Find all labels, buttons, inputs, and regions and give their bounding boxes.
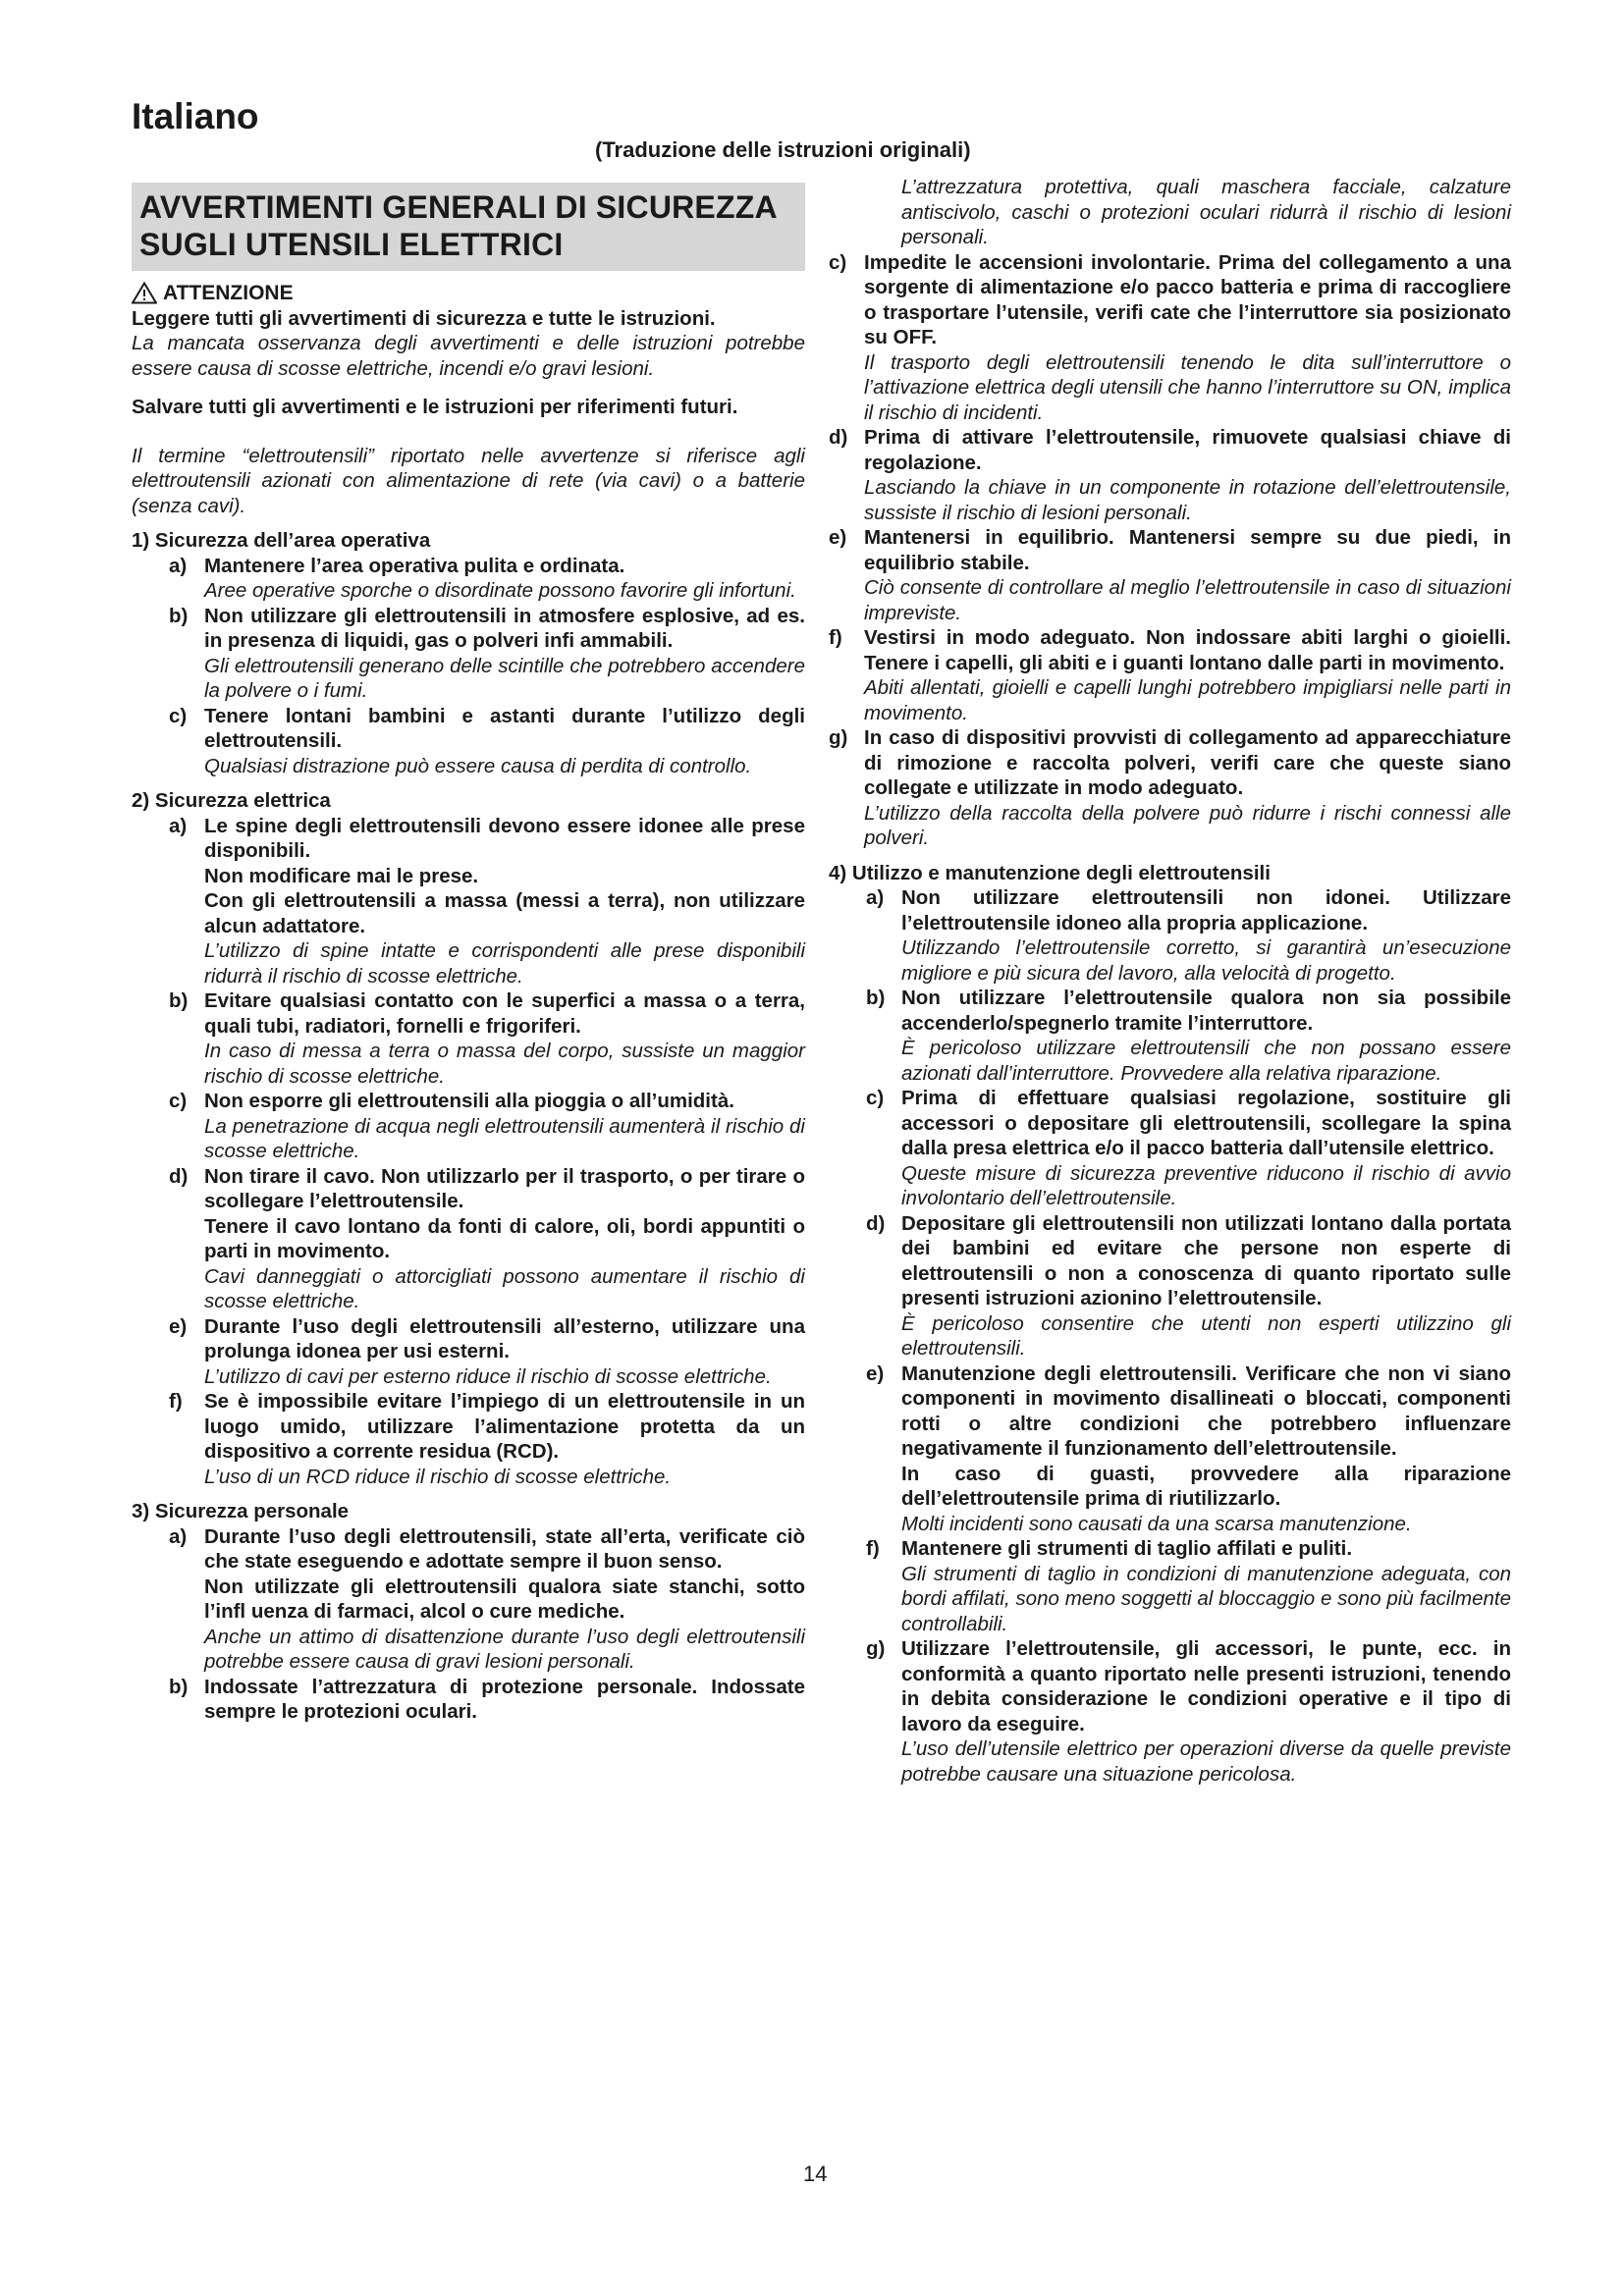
section-banner xyxy=(132,183,805,271)
warning-header xyxy=(132,281,805,306)
section-3-title: 3) Sicurezza personale xyxy=(132,1500,350,1522)
list-item: f) Vestirsi in modo adeguato. Non indossare abiti larghi o gioielli. Tenere i capelli, gli abiti e i guanti lontano dalle parti in movimento. Abiti allentati, gioielli e capelli lunghi potrebbero impigliarsi nelle parti in movimento. xyxy=(829,626,1511,724)
section-4-title: 4) Utilizzo e manutenzione degli elettroutensili xyxy=(829,861,1271,884)
list-item: f) Se è impossibile evitare l’impiego di un elettroutensile in un luogo umido, utilizzare l’alimentazione protetta da un dispositivo a corrente residua (RCD). L’uso di un RCD riduce il rischio di scosse elettriche. xyxy=(169,1390,805,1488)
right-column xyxy=(829,175,1511,1787)
save-note: Salvare tutti gli avvertimenti e le istruzioni per riferimenti futuri. xyxy=(132,396,738,418)
list-item: g) Utilizzare l’elettroutensile, gli accessori, le punte, ecc. in conformità a quanto riportato nelle presenti istruzioni, tenendo in debita considerazione le condizioni operative e il tipo di lavoro da eseguire. L’uso dell’utensile elettrico per operazioni diverse da quelle previste potrebbe causare una situazione pericolosa. xyxy=(866,1637,1511,1786)
list-item: a) Durante l’uso degli elettroutensili, state all’erta, verificate ciò che state eseguendo e adottate sempre il buon senso. Non utilizzate gli elettroutensili qualora siate stanchi, sotto l’infl uenza di farmaci, alcol o cure mediche. Anche un attimo di disattenzione durante l’uso degli elettroutensili potrebbe essere causa di gravi lesioni personali. xyxy=(169,1524,805,1673)
list-item: f) Mantenere gli strumenti di taglio affilati e puliti. Gli strumenti di taglio in condizioni di manutenzione adeguata, con bordi affilati, sono meno soggetti al bloccaggio e sono più facilmente controllabili. xyxy=(866,1537,1511,1635)
translation-subtitle: (Traduzione delle istruzioni originali) xyxy=(595,137,971,162)
list-item: c) Prima di effettuare qualsiasi regolazione, sostituire gli accessori o depositare gli elettroutensili, scollegare la spina dalla presa elettrica e/o il pacco batteria dall’utensile elettrico. Queste misure di sicurezza preventive riducono il rischio di avvio involontario dell’elettroutensile. xyxy=(866,1087,1511,1209)
warning-label: ATTENZIONE xyxy=(163,282,294,304)
list-item: c) Tenere lontani bambini e astanti durante l’utilizzo degli elettroutensili. Qualsiasi distrazione può essere causa di perdita di controllo. xyxy=(169,704,805,777)
list-item: b) Non utilizzare gli elettroutensili in atmosfere esplosive, ad es. in presenza di liquidi, gas o polveri infi ammabili. Gli elettroutensili generano delle scintille che potrebbero accendere la polvere o i fumi. xyxy=(169,604,805,702)
list-item: b) Evitare qualsiasi contatto con le superfici a massa o a terra, quali tubi, radiatori, fornelli e frigoriferi. In caso di messa a terra o massa del corpo, sussiste un maggior rischio di scosse elettriche. xyxy=(169,989,805,1088)
list-item: d) Prima di attivare l’elettroutensile, rimuovete qualsiasi chiave di regolazione. Lasciando la chiave in un componente in rotazione dell’elettroutensile, sussiste il rischio di lesioni personali. xyxy=(829,426,1511,524)
section-1-title: 1) Sicurezza dell’area operativa xyxy=(132,529,431,552)
list-item: e) Manutenzione degli elettroutensili. Verificare che non vi siano componenti in movimento disallineati o bloccati, componenti rotti o altre condizioni che potrebbero influenzare negativamente il funzionamento dell’elettroutensile. In caso di guasti, provvedere alla riparazione dell’elettroutensile prima di riutilizzarlo. Molti incidenti sono causati da una scarsa manutenzione. xyxy=(866,1362,1511,1535)
banner-title: AVVERTIMENTI GENERALI DI SICUREZZA SUGLI UTENSILI ELETTRICI xyxy=(139,189,777,262)
list-item: e) Durante l’uso degli elettroutensili all’esterno, utilizzare una prolunga idonea per usi esterni. L’utilizzo di cavi per esterno riduce il rischio di scosse elettriche. xyxy=(169,1314,805,1388)
left-column xyxy=(132,183,805,1725)
list-item: a) Le spine degli elettroutensili devono essere idonee alle prese disponibili. Non modificare mai le prese. Con gli elettroutensili a massa (messi a terra), non utilizzare alcun adattatore. L’utilizzo di spine intatte e corrispondenti alle prese disponibili ridurrà il rischio di scosse elettriche. xyxy=(169,814,805,988)
page-number: 14 xyxy=(803,2162,828,2186)
list-item: a) Mantenere l’area operativa pulita e ordinata. Aree operative sporche o disordinate possono favorire gli infortuni. xyxy=(169,554,796,602)
list-item: d) Depositare gli elettroutensili non utilizzati lontano dalla portata dei bambini ed evitare che persone non esperte di elettroutensili o non a conoscenza di quanto riportato sulle presenti istruzioni azionino l’elettroutensile. È pericoloso consentire che utenti non esperti utilizzino gli elettroutensili. xyxy=(866,1211,1511,1360)
list-item-continued: L’attrezzatura protettiva, quali maschera facciale, calzature antiscivolo, caschi o protezioni oculari ridurrà il rischio di lesioni personali. xyxy=(901,176,1511,248)
warning-triangle-icon xyxy=(132,282,157,304)
page-language-heading: Italiano xyxy=(132,96,259,136)
list-item: b) Non utilizzare l’elettroutensile qualora non sia possibile accenderlo/spegnerlo tramite l’interruttore. È pericoloso utilizzare elettroutensili che non possano essere azionati dall’interruttore. Provvedere alla relativa riparazione. xyxy=(866,987,1511,1085)
list-item: d) Non tirare il cavo. Non utilizzarlo per il trasporto, o per tirare o scollegare l’elettroutensile. Tenere il cavo lontano da fonti di calore, oli, bordi appuntiti o parti in movimento. Cavi danneggiati o attorcigliati possono aumentare il rischio di scosse elettriche. xyxy=(169,1164,805,1312)
list-item: c) Non esporre gli elettroutensili alla pioggia o all’umidità. La penetrazione di acqua negli elettroutensili aumenterà il rischio di scosse elettriche. xyxy=(169,1090,805,1162)
intro-bold: Leggere tutti gli avvertimenti di sicurezza e tutte le istruzioni. xyxy=(132,306,716,330)
list-item: b) Indossate l’attrezzatura di protezione personale. Indossate sempre le protezioni oculari. xyxy=(169,1675,805,1723)
term-note: Il termine “elettroutensili” riportato nelle avvertenze si riferisce agli elettroutensili azionati con alimentazione di rete (via cavi) o a batterie (senza cavi). xyxy=(132,444,805,517)
list-item: a) Non utilizzare elettroutensili non idonei. Utilizzare l’elettroutensile idoneo alla propria applicazione. Utilizzando l’elettroutensile corretto, si garantirà un’esecuzione migliore e più sicura del lavoro, alla velocità di progetto. xyxy=(866,886,1511,985)
list-item: c) Impedite le accensioni involontarie. Prima del collegamento a una sorgente di alimentazione e/o pacco batteria e prima di raccogliere o trasportare l’utensile, verifi cate che l’interruttore sia posizionato su OFF. Il trasporto degli elettroutensili tenendo le dita sull’interruttore o l’attivazione elettrica degli utensili che hanno l’interruttore su ON, implica il rischio di incidenti. xyxy=(829,250,1511,424)
list-item: g) In caso di dispositivi provvisti di collegamento ad apparecchiature di rimozione e raccolta polveri, verifi care che queste siano collegate e utilizzate in modo adeguato. L’utilizzo della raccolta della polvere può ridurre i rischi connessi alle polveri. xyxy=(829,726,1511,849)
section-2-title: 2) Sicurezza elettrica xyxy=(132,789,331,812)
list-item: e) Mantenersi in equilibrio. Mantenersi sempre su due piedi, in equilibrio stabile. Ciò consente di controllare al meglio l’elettroutensile in caso di situazioni impreviste. xyxy=(829,526,1511,624)
intro-italic: La mancata osservanza degli avvertimenti e delle istruzioni potrebbe essere causa di scosse elettriche, incendi e/o gravi lesioni. xyxy=(132,332,805,380)
